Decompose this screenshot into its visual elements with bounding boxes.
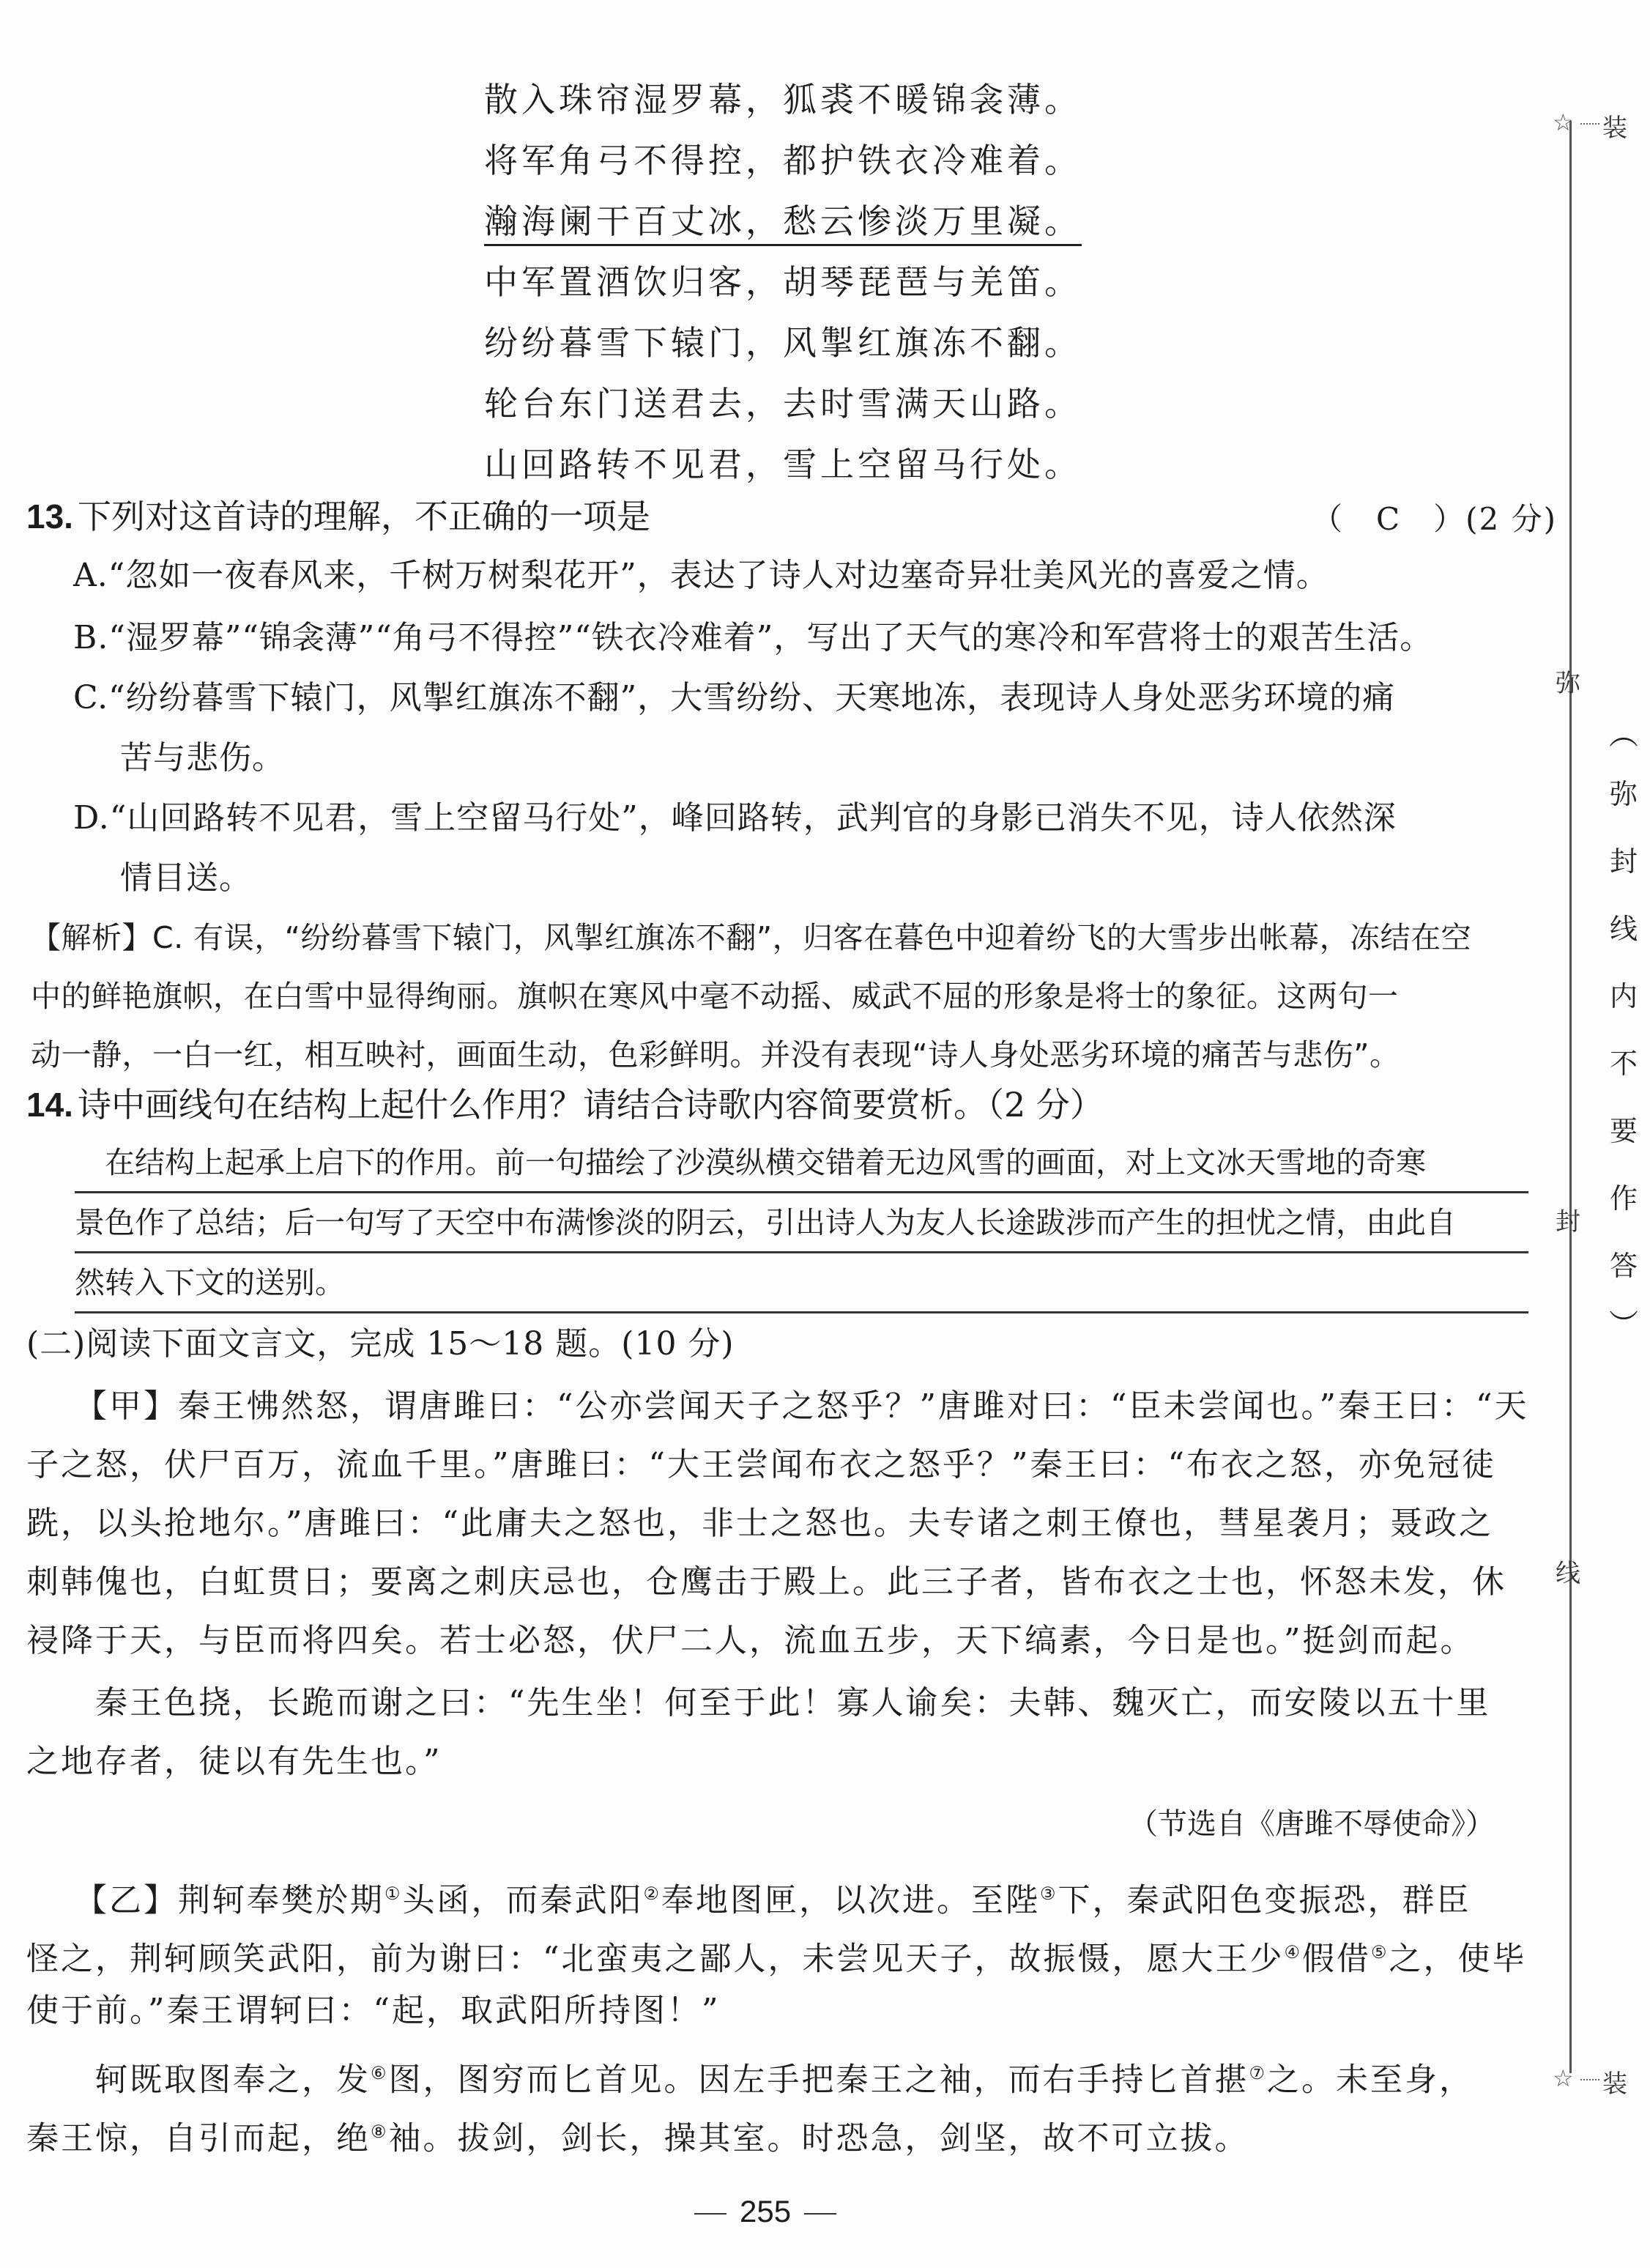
seal-notice [1605, 709, 1642, 1351]
page-number-dash [804, 2213, 836, 2215]
poem-line: 纷纷暮雪下辕门，风掣红旗冻不翻。 [484, 323, 1082, 363]
passage-yi-line: 【乙】荆轲奉樊於期①头函，而秦武阳②奉地图匣，以次进。至陛③下，秦武阳色变振恐，群臣 [75, 1881, 1471, 1919]
star-icon: ☆ [1553, 108, 1574, 136]
page-number [681, 2194, 850, 2229]
passage-jia-line: 祲降于天，与臣而将四矣。若士必怒，伏尸二人，流血五步，天下缟素，今日是也。”挺剑而起。 [26, 1622, 1475, 1659]
dotted-mark [1580, 2079, 1599, 2080]
option-label: D. [73, 799, 110, 837]
option-text: “山回路转不见君，雪上空留马行处”，峰回路转，武判官的身影已消失不见，诗人依然深 [109, 799, 1397, 837]
option-a [73, 546, 1329, 606]
seal-char: 弥 [1609, 778, 1638, 810]
seal-char: 不 [1609, 1048, 1638, 1080]
binding-label-feng: 封 [1556, 1207, 1580, 1237]
question-number: 14. [26, 1086, 73, 1124]
section-heading: (二)阅读下面文言文，完成 15～18 题。(10 分) [26, 1325, 735, 1363]
question-number: 13. [26, 497, 73, 536]
poem-line: 散入珠帘湿罗幕，狐裘不暖锦衾薄。 [484, 80, 1082, 119]
answer-line: 在结构上起承上启下的作用。前一句描绘了沙漠纵横交错着无边风雪的画面，对上文冰天雪地的奇寒 [75, 1134, 1528, 1193]
binding-label-bottom: 装 [1602, 2069, 1627, 2099]
question-text: 诗中画线句在结构上起什么作用？请结合诗歌内容简要赏析。（2 分） [77, 1085, 1104, 1124]
binding-label-top: 装 [1602, 114, 1627, 143]
option-d-continued: 情目送。 [120, 859, 252, 897]
seal-char: 答 [1609, 1250, 1638, 1282]
binding-line [1569, 121, 1572, 2073]
poem-line: 轮台东门送君去，去时雪满天山路。 [484, 384, 1082, 423]
page-number-text: 255 [740, 2194, 792, 2228]
seal-char: 内 [1609, 980, 1638, 1012]
passage-jia-line: 刺韩傀也，白虹贯日；要离之刺庆忌也，仓鹰击于殿上。此三子者，皆布衣之士也，怀怒未发，休 [26, 1563, 1506, 1601]
question-13-answer: （ C ）(2 分) [1312, 501, 1557, 537]
poem-block [484, 70, 1143, 495]
poem-line: 中军置酒饮归客，胡琴琵琶与羌笛。 [484, 262, 1082, 302]
passage-yi-line: 怪之，荆轲顾笑武阳，前为谢曰：“北蛮夷之鄙人，未尝见天子，故振慑，愿大王少④假借⑤之，使毕 [26, 1940, 1527, 1978]
seal-char: 要 [1609, 1115, 1638, 1147]
option-c [73, 668, 1395, 728]
answer-line: 景色作了总结；后一句写了天空中布满惨淡的阴云，引出诗人为友人长途跋涉而产生的担忧之情，由此自 [75, 1194, 1528, 1253]
poem-line: 将军角弓不得控，都护铁衣冷难着。 [484, 141, 1082, 180]
seal-char: 作 [1609, 1182, 1638, 1215]
answer-line: 然转入下文的送别。 [75, 1254, 1528, 1313]
poem-line-underlined [484, 191, 1143, 252]
question-text: 下列对这首诗的理解，不正确的一项是 [77, 497, 650, 536]
option-label: C. [73, 679, 109, 716]
question-14-title [26, 1081, 1104, 1129]
passage-jia2-line: 之地存者，徒以有先生也。” [26, 1743, 442, 1780]
option-text: “纷纷暮雪下辕门，风掣红旗冻不翻”，大雪纷纷、天寒地冻，表现诗人身处恶劣环境的痛 [108, 679, 1396, 716]
passage-jia2-line: 秦王色挠，长跪而谢之曰：“先生坐！何至于此！寡人谕矣：夫韩、魏灭亡，而安陵以五十里 [26, 1684, 1491, 1722]
option-label: B. [73, 619, 109, 656]
passage-source: （节选自《唐雎不辱使命》） [1129, 1807, 1495, 1841]
passage-yi2-line: 秦王惊，自引而起，绝⑧袖。拔剑，剑长，操其室。时恐急，剑坚，故不可立拔。 [26, 2119, 1249, 2157]
dotted-mark [1580, 123, 1599, 125]
passage-yi-line: 使于前。”秦王谓轲曰：“起，取武阳所持图！” [26, 1992, 721, 2029]
option-text: “忽如一夜春风来，千树万树梨花开”，表达了诗人对边塞奇异壮美风光的喜爱之情。 [108, 557, 1329, 594]
option-text: “湿罗幕”“锦衾薄”“角弓不得控”“铁衣冷难着”，写出了天气的寒冷和军营将士的艰苦生活。 [108, 619, 1433, 656]
binding-label-xian: 线 [1556, 1559, 1580, 1588]
passage-jia-line: 子之怒，伏尸百万，流血千里。”唐雎曰：“大王尝闻布衣之怒乎？”秦王曰：“布衣之怒，亦免冠徒 [26, 1446, 1496, 1483]
passage-yi2-line: 轲既取图奉之，发⑥图，图穷而匕首见。因左手把秦王之袖，而右手持匕首揕⑦之。未至身， [26, 2061, 1474, 2099]
close-paren: ︶ [1609, 1308, 1638, 1342]
poem-line: 山回路转不见君，雪上空留马行处。 [484, 445, 1082, 484]
open-paren: ︵ [1609, 718, 1638, 752]
analysis-line: 中的鲜艳旗帜，在白雪中显得绚丽。旗帜在寒风中毫不动摇、威武不屈的形象是将士的象征。这两句一 [31, 979, 1399, 1014]
passage-jia-line: 【甲】秦王怫然怒，谓唐雎曰：“公亦尝闻天子之怒乎？”唐雎对曰：“臣未尝闻也。”秦王曰：“天 [75, 1387, 1529, 1425]
option-d [73, 788, 1397, 848]
analysis-line: 动一静，一白一红，相互映衬，画面生动，色彩鲜明。并没有表现“诗人身处恶劣环境的痛苦与悲伤”。 [31, 1037, 1400, 1072]
page-number-dash [694, 2213, 726, 2215]
underlined-text: 瀚海阑干百丈冰，愁云惨淡万里凝。 [484, 201, 1082, 246]
option-c-continued: 苦与悲伤。 [120, 739, 285, 777]
star-icon: ☆ [1553, 2064, 1574, 2092]
option-label: A. [73, 557, 108, 594]
option-b [73, 608, 1432, 668]
passage-jia-line: 跣，以头抢地尔。”唐雎曰：“此庸夫之怒也，非士之怒也。夫专诸之刺王僚也，彗星袭月；聂政之 [26, 1505, 1493, 1542]
analysis-line: 【解析】C. 有误，“纷纷暮雪下辕门，风掣红旗冻不翻”，归客在暮色中迎着纷飞的大雪步出帐幕，冻结在空 [31, 920, 1472, 955]
question-13-title [26, 492, 650, 541]
binding-label-mi: 弥 [1556, 669, 1580, 698]
seal-char: 封 [1609, 845, 1638, 878]
seal-char: 线 [1609, 913, 1638, 945]
